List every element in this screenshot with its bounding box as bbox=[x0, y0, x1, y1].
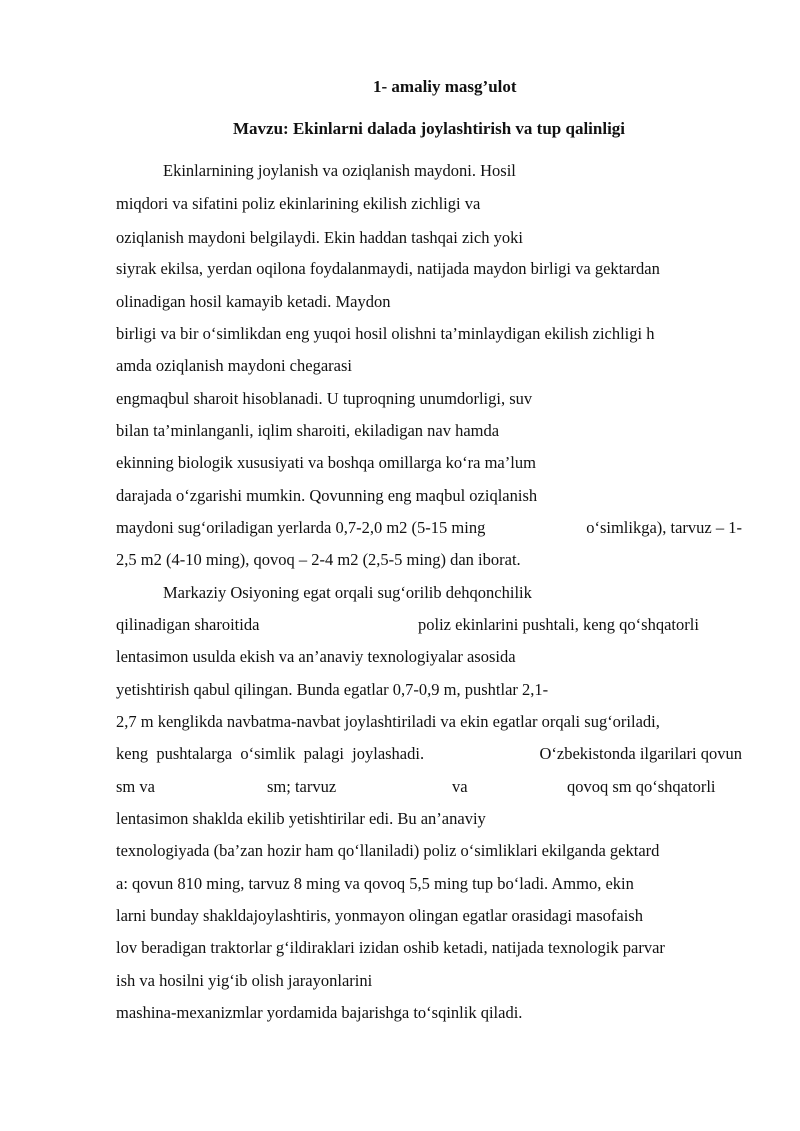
paragraph-line: oziqlanish maydoni belgilaydi. Ekin haddan tashqai zich yoki bbox=[116, 228, 523, 247]
line-segment: qilinadigan sharoitida bbox=[116, 615, 260, 634]
paragraph-line: lentasimon shaklda ekilib yetishtirilar edi. Bu an’anaviy bbox=[116, 809, 486, 828]
paragraph-line bbox=[116, 744, 742, 764]
paragraph-line: 2,7 m kenglikda navbatma-navbat joylashtiriladi va ekin egatlar orqali sug‘oriladi, bbox=[116, 712, 660, 731]
paragraph-line: texnologiyada (ba’zan hozir ham qo‘llaniladi) poliz o‘simliklari ekilganda gektard bbox=[116, 841, 660, 860]
line-segment: sm; tarvuz bbox=[267, 777, 337, 796]
paragraph-line: yetishtirish qabul qilingan. Bunda egatlar 0,7-0,9 m, pushtlar 2,1- bbox=[116, 680, 549, 699]
document-subtitle: Mavzu: Ekinlarni dalada joylashtirish va tup qalinligi bbox=[233, 119, 626, 138]
paragraph-line: amda oziqlanish maydoni chegarasi bbox=[116, 356, 352, 375]
paragraph-line: 2,5 m2 (4-10 ming), qovoq – 2-4 m2 (2,5-5 ming) dan iborat. bbox=[116, 550, 521, 569]
paragraph-line: mashina-mexanizmlar yordamida bajarishga to‘sqinlik qiladi. bbox=[116, 1003, 523, 1022]
paragraph-line: lov beradigan traktorlar g‘ildiraklari izidan oshib ketadi, natijada texnologik parvar bbox=[116, 938, 665, 957]
line-segment: maydoni sug‘oriladigan yerlarda 0,7-2,0 m2 (5-15 ming bbox=[116, 518, 486, 537]
paragraph-line: Markaziy Osiyoning egat orqali sug‘orilib dehqonchilik bbox=[163, 583, 532, 602]
line-segment: o‘simlikga), tarvuz – 1- bbox=[586, 518, 742, 537]
paragraph-line: miqdori va sifatini poliz ekinlarining ekilish zichligi va bbox=[116, 194, 481, 213]
paragraph-line: larni bunday shakldajoylashtiris, yonmayon olingan egatlar orasidagi masofaish bbox=[116, 906, 643, 925]
paragraph-line: darajada o‘zgarishi mumkin. Qovunning eng maqbul oziqlanish bbox=[116, 486, 538, 505]
line-segment: sm va bbox=[116, 777, 155, 796]
line-segment: qovoq sm qo‘shqatorli bbox=[567, 777, 716, 796]
line-segment: va bbox=[452, 777, 468, 796]
document-title: 1- amaliy masg’ulot bbox=[373, 77, 517, 96]
paragraph-line bbox=[116, 518, 742, 538]
paragraph-line: Ekinlarnining joylanish va oziqlanish maydoni. Hosil bbox=[163, 161, 516, 180]
line-segment: O‘zbekistonda ilgarilari qovun bbox=[539, 744, 742, 763]
paragraph-line bbox=[116, 615, 699, 635]
line-segment: poliz ekinlarini pushtali, keng qo‘shqatorli bbox=[418, 615, 699, 634]
paragraph-line: bilan ta’minlanganli, iqlim sharoiti, ekiladigan nav hamda bbox=[116, 421, 500, 440]
line-segment: keng pushtalarga o‘simlik palagi joylashadi. bbox=[116, 744, 425, 763]
paragraph-line: siyrak ekilsa, yerdan oqilona foydalanmaydi, natijada maydon birligi va gektardan bbox=[116, 259, 660, 278]
paragraph-line: ekinning biologik xususiyati va boshqa omillarga ko‘ra ma’lum bbox=[116, 453, 536, 472]
paragraph-line bbox=[116, 777, 716, 797]
paragraph-line: a: qovun 810 ming, tarvuz 8 ming va qovoq 5,5 ming tup bo‘ladi. Ammo, ekin bbox=[116, 874, 634, 893]
paragraph-line: olinadigan hosil kamayib ketadi. Maydon bbox=[116, 292, 391, 311]
paragraph-line: birligi va bir o‘simlikdan eng yuqoi hosil olishni ta’minlaydigan ekilish zichligi h bbox=[116, 324, 655, 343]
paragraph-line: lentasimon usulda ekish va an’anaviy texnologiyalar asosida bbox=[116, 647, 516, 666]
paragraph-line: engmaqbul sharoit hisoblanadi. U tuproqning unumdorligi, suv bbox=[116, 389, 533, 408]
paragraph-line: ish va hosilni yig‘ib olish jarayonlarini bbox=[116, 971, 373, 990]
